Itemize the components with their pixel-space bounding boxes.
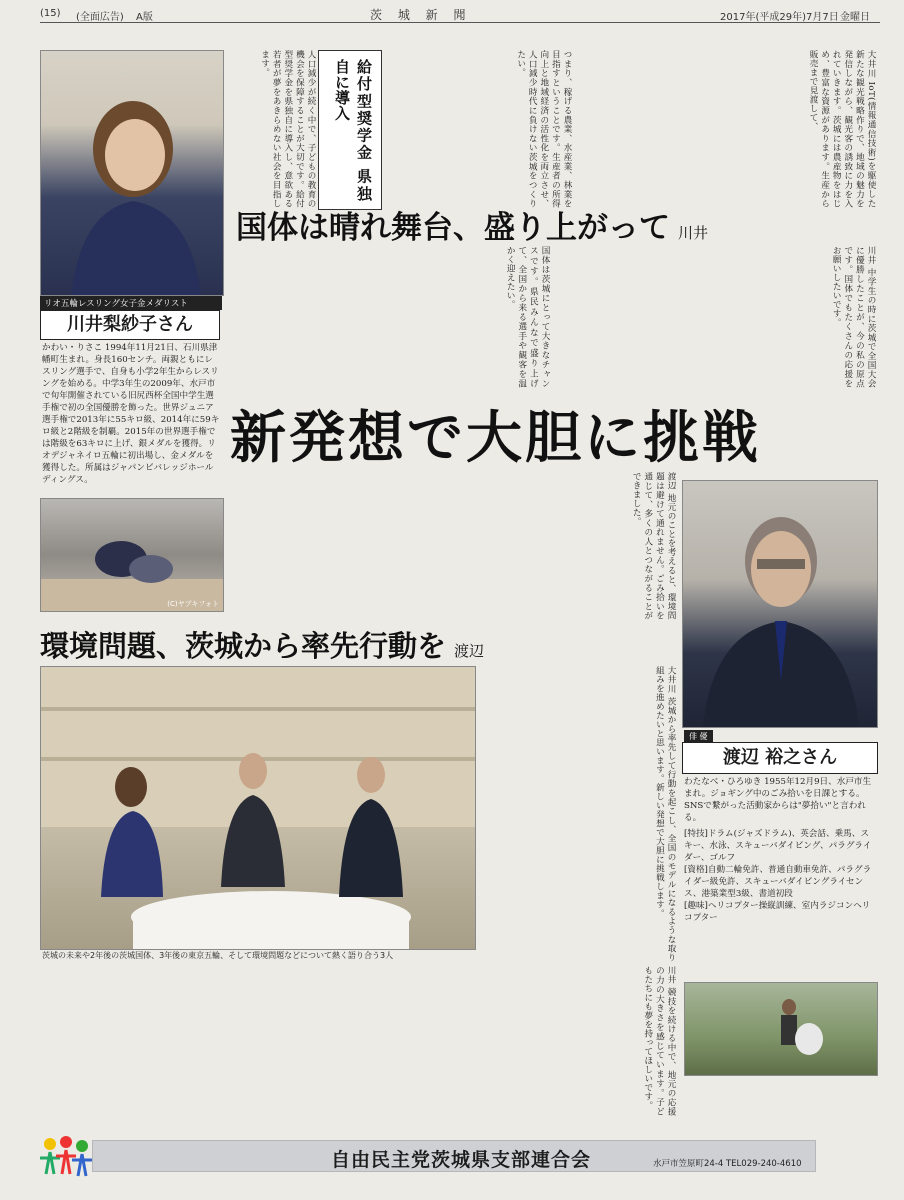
wrestling-figures [41, 499, 223, 611]
headline-watanabe [40, 624, 484, 665]
watanabe-tag: 俳 優 [684, 730, 713, 743]
headline-kawai-text: 国体は晴れ舞台、盛り上がって [236, 210, 670, 246]
advertorial-page [34, 24, 884, 1174]
footer-organization: 自由民主党茨城県支部連合会 [331, 1149, 592, 1171]
paper-name: 茨 城 新 聞 [370, 8, 472, 22]
watanabe-profile: わたなべ・ひろゆき 1955年12月9日、水戸市生まれ。ジョギング中のごみ拾いを日課とする。SNSで繋がった活動家からは"夢拾い"と言われる。 [684, 777, 872, 823]
scholarship-heading: 給付型奨学金 県独自に導入 [333, 59, 373, 201]
article-column: 国体は茨城にとって大きなチャンスです。県民みんなで盛り上げて、全国から来る選手や観客を温かく迎えたい。 [505, 246, 550, 388]
kawai-portrait-photo [40, 50, 224, 296]
article-column: 川井 中学生の時に茨城で全国大会に優勝したことが、今の私の原点です。国体でもたくさんの応援をお願いしたいです。 [831, 246, 876, 388]
headline-main: 新発想で大胆に挑戦 [230, 406, 761, 471]
party-mascot-icon [36, 1134, 92, 1182]
watanabe-licenses: [資格]自動二輪免許、普通自動車免許、パラグライダー級免許、スキューバダイビングライセンス、港築業型3級、書道初段 [684, 865, 872, 899]
group-photo-caption: 茨城の未来や2年後の茨城国体、3年後の東京五輪、そして環境問題などについて熱く語り合う3人 [42, 951, 394, 960]
watanabe-bio [684, 776, 876, 924]
discussion-group-photo [40, 666, 476, 950]
watanabe-specialties: [特技]ドラム(ジャズドラム)、英会話、乗馬、スキー、水泳、スキューバダイビング、パラグライダー、ゴルフ [684, 829, 872, 863]
ad-label: (全面広告) [76, 12, 124, 23]
photo-credit: (C)ヤブキフォト [167, 600, 219, 608]
kawai-bio: かわい・りさこ 1994年11月21日、石川県津幡町生まれ。身長160センチ。両親ともにレスリング選手で、自身も小学2年生からレスリングを始める。中学3年生の2009年、水戸市で旬年開催されている旧尻西杯全国中学生選手権で初の全国優勝を飾った。世界ジュニア選手権で2013年に55キロ級、2014年に59キロ級と2階級を制覇。2015年の世界選手権では階級を63キロに上げ、銀メダルを獲得。リオデジャネイロ五輪に初出場し、金メダルを獲得した。所属はジャパンビバレッジホールディングス。 [42, 343, 220, 485]
headline-kawai [236, 202, 708, 247]
kawai-name: 川井梨紗子さん [40, 310, 220, 340]
headline-watanabe-speaker: 渡辺 [454, 642, 485, 660]
footer-address: 水戸市笠原町24-4 TEL029-240-4610 [653, 1159, 802, 1169]
issue-date: 2017年(平成29年)7月7日 [720, 12, 839, 23]
masthead [40, 8, 880, 23]
cleanup-figure [685, 983, 877, 1075]
edition-label: A版 [136, 12, 153, 23]
article-column: つまり、稼げる農業、水産業、林業を目指すということです。生産者の所得向上と地域経済の活性化を両立させ、人口減少時代に負けない茨城をつくりたい。 [515, 50, 572, 208]
page-number: (15) [40, 8, 61, 19]
article-column: 大井川 IoT(情報通信技術)を駆使した新たな観光戦略作りで、地域の魅力を発信しながら、観光客の誘致に力を入れていきます。茨城には農産物をはじめ、豊富な資源があります。生産から販売まで見渡して、 [808, 50, 876, 208]
article-column: 人口減少が続く中で、子どもの教育の機会を保障することが大切です。給付型奨学金を県独自に導入し、意欲ある若者が夢をあきらめない社会を目指します。 [259, 50, 316, 208]
watanabe-portrait-figure [683, 481, 877, 727]
article-column: 大井川 茨城から率先して行動を起こし、全国のモデルになるような取り組みを進めたいと思います。新しい発想で大胆に挑戦します。 [654, 666, 676, 962]
discussion-scene [41, 667, 475, 949]
watanabe-portrait-photo [682, 480, 878, 728]
watanabe-hobby: [趣味]ヘリコプター操縦訓練、室内ラジコンヘリコプター [684, 901, 871, 923]
article-column: 川井 競技を続ける中で、地元の応援の力の大きさを感じています。子どもたちにも夢を持ってほしいです。 [642, 966, 676, 1116]
headline-kawai-speaker: 川井 [678, 224, 709, 242]
wrestling-match-photo [40, 498, 224, 612]
kawai-portrait-figure [41, 51, 223, 295]
scholarship-box [318, 50, 382, 210]
footer-bar [92, 1140, 816, 1172]
watanabe-name: 渡辺 裕之さん [682, 742, 878, 774]
issue-weekday: 金曜日 [840, 12, 870, 23]
cleanup-activity-photo [684, 982, 878, 1076]
article-column: 渡辺 地元のことを考えると、環境問題は避けて通れません。ごみ拾いを通じて、多くの人とつながることができました。 [631, 472, 676, 620]
kawai-photo-caption: リオ五輪レスリング女子金メダリスト [40, 296, 222, 310]
headline-watanabe-text: 環境問題、茨城から率先行動を [40, 629, 447, 663]
